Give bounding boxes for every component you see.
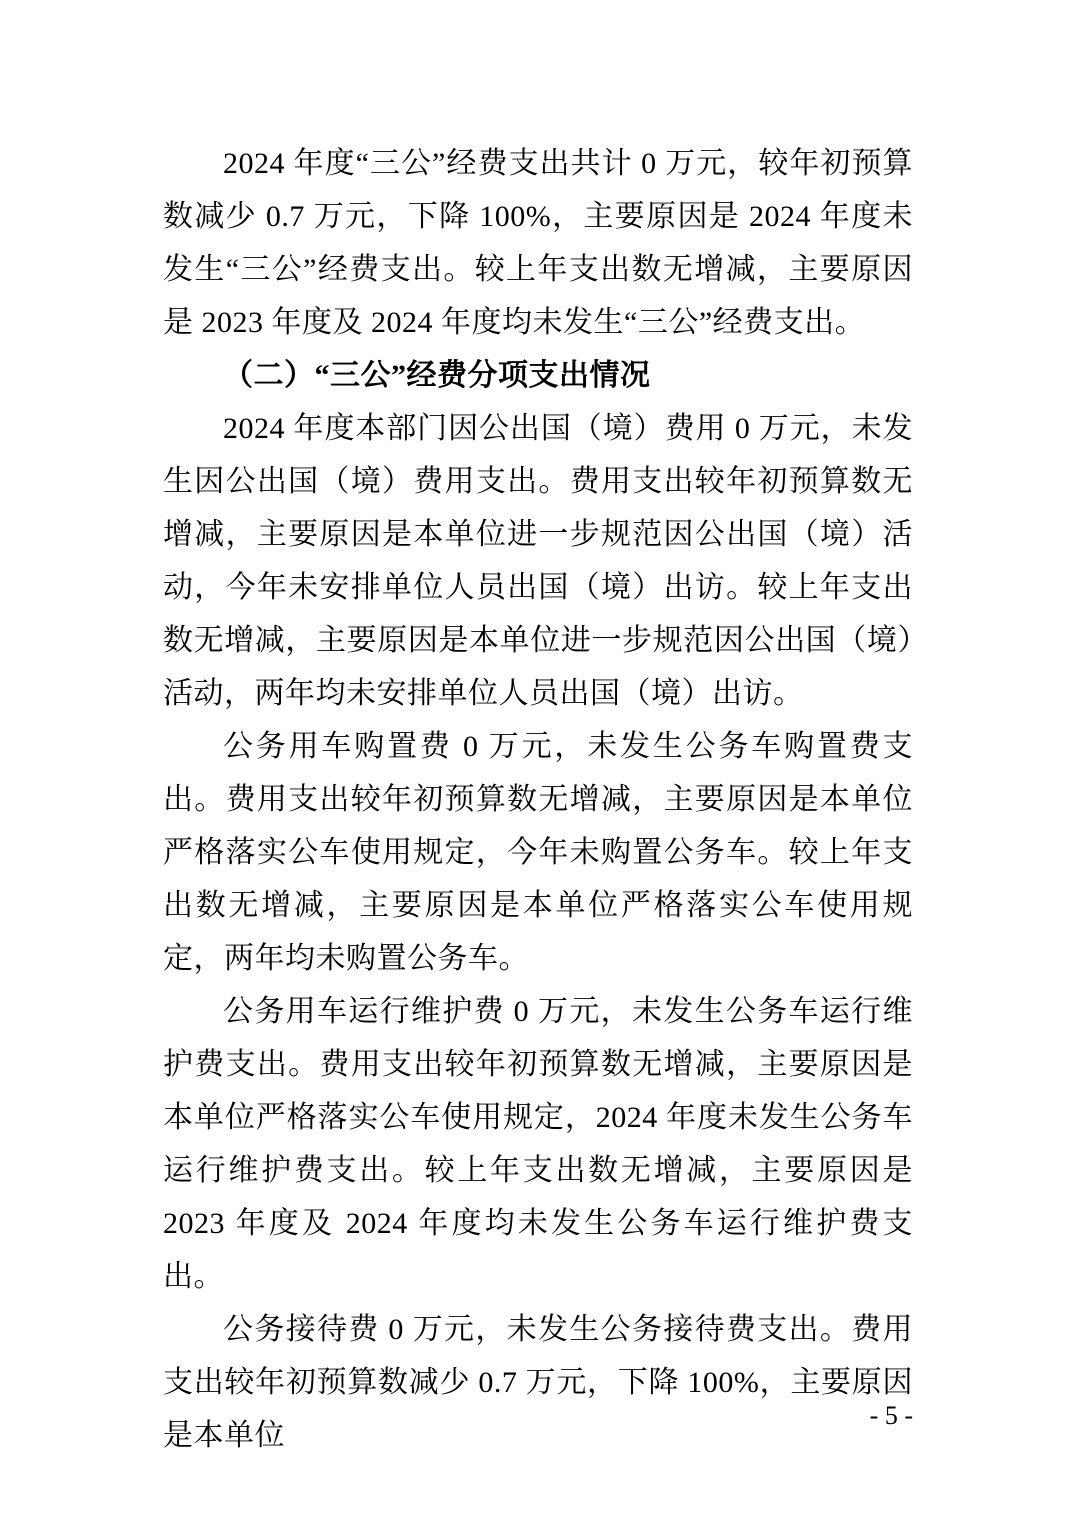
paragraph-three-public-summary: 2024 年度“三公”经费支出共计 0 万元，较年初预算数减少 0.7 万元，下降 100%，主要原因是 2024 年度未发生“三公”经费支出。较上年支出数无增减，主要原因是 2023 年度及 2024 年度均未发生“三公”经费支出。 — [163, 147, 913, 339]
paragraph-official-reception-expense: 公务接待费 0 万元，未发生公务接待费支出。费用支出较年初预算数减少 0.7 万元，下降 100%，主要原因是本单位 — [163, 1313, 913, 1452]
document-body — [163, 137, 913, 1462]
page-number: - 5 - — [869, 1401, 913, 1430]
paragraph-vehicle-maintenance-expense: 公务用车运行维护费 0 万元，未发生公务车运行维护费支出。费用支出较年初预算数无增减，主要原因是本单位严格落实公车使用规定，2024 年度未发生公务车运行维护费支出。较上年支出数无增减，主要原因是 2023 年度及 2024 年度均未发生公务车运行维护费支出。 — [163, 995, 913, 1293]
paragraph-overseas-travel-expense: 2024 年度本部门因公出国（境）费用 0 万元，未发生因公出国（境）费用支出。费用支出较年初预算数无增减，主要原因是本单位进一步规范因公出国（境）活动，今年未安排单位人员出国（境）出访。较上年支出数无增减，主要原因是本单位进一步规范因公出国（境）活动，两年均未安排单位人员出国（境）出访。 — [163, 412, 913, 710]
section-heading-itemized-expenses: （二）“三公”经费分项支出情况 — [223, 359, 651, 392]
paragraph-vehicle-purchase-expense: 公务用车购置费 0 万元，未发生公务车购置费支出。费用支出较年初预算数无增减，主要原因是本单位严格落实公车使用规定，今年未购置公务车。较上年支出数无增减，主要原因是本单位严格落实公车使用规定，两年均未购置公务车。 — [163, 730, 913, 975]
